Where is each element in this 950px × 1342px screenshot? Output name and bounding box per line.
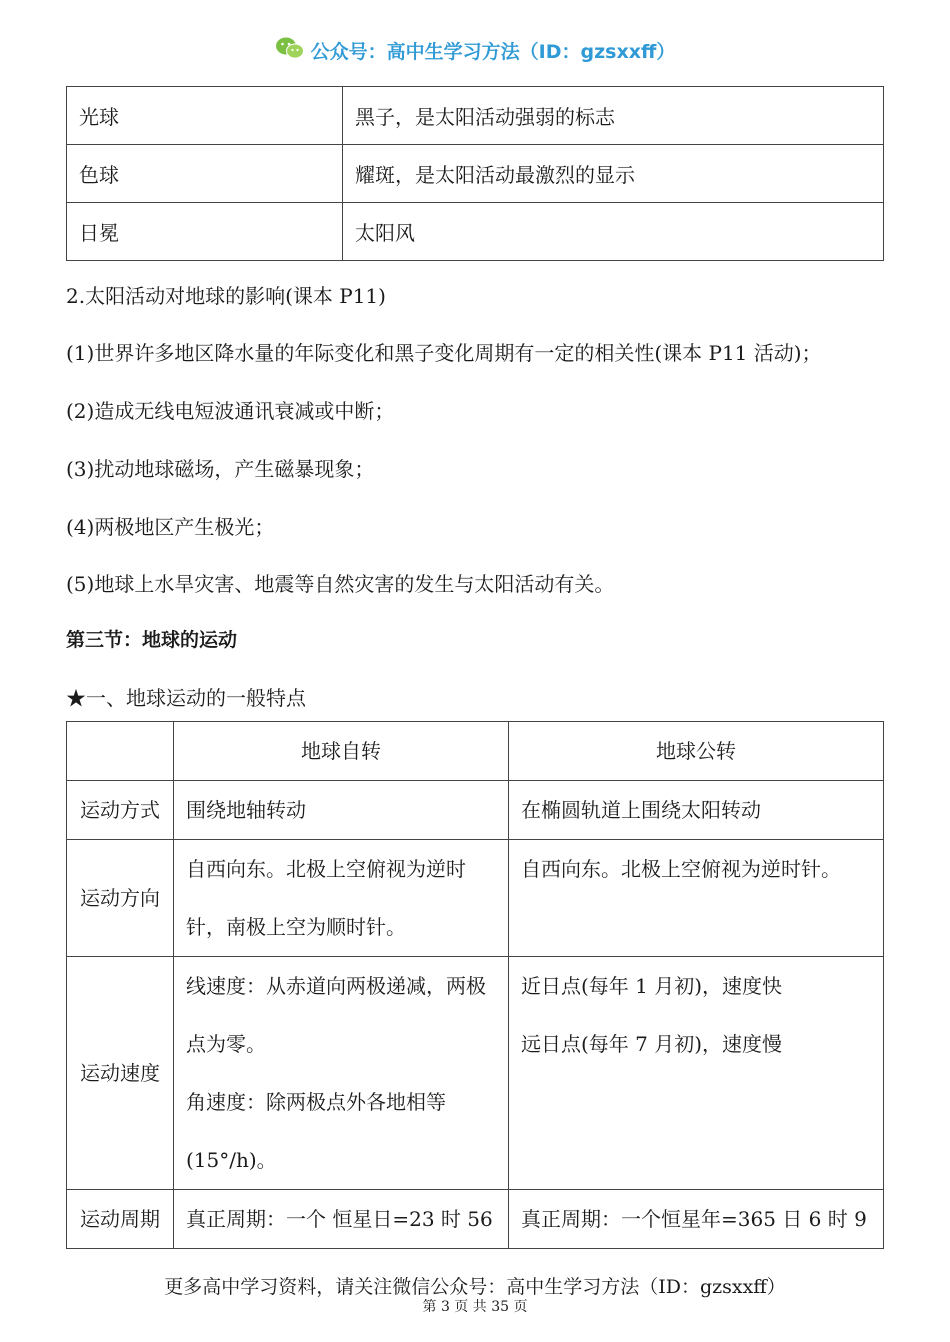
wechat-icon xyxy=(275,36,305,65)
page-number: 第 3 页 共 35 页 xyxy=(422,1299,528,1315)
cell-line: 近日点(每年 1 月初)，速度快 xyxy=(521,974,783,998)
table-row xyxy=(67,203,884,261)
section-3-title: 第三节：地球的运动 xyxy=(66,629,238,651)
section-2-title: 2.太阳活动对地球的影响(课本 P11) xyxy=(66,284,386,308)
table-cell: 太阳风 xyxy=(343,203,884,261)
table-cell: 耀斑，是太阳活动最激烈的显示 xyxy=(343,145,884,203)
table-row xyxy=(67,957,884,1190)
table-row xyxy=(67,840,884,957)
cell-line: 远日点(每年 7 月初)，速度慢 xyxy=(521,1032,783,1056)
table-cell: 真正周期：一个 恒星日=23 时 56 xyxy=(174,1190,509,1249)
section-3-subtitle: ★一、地球运动的一般特点 xyxy=(66,686,306,710)
table-row xyxy=(67,781,884,840)
row-label: 运动速度 xyxy=(67,957,174,1190)
table-header-cell: 地球公转 xyxy=(509,722,884,781)
row-label: 运动方式 xyxy=(67,781,174,840)
cell-line: 角速度：除两极点外各地相等(15°/h)。 xyxy=(186,1090,446,1172)
table-header-cell: 地球自转 xyxy=(174,722,509,781)
table-cell: 色球 xyxy=(67,145,343,203)
list-item: (4)两极地区产生极光； xyxy=(66,515,275,539)
page-footer: 更多高中学习资料，请关注微信公众号：高中生学习方法（ID：gzsxxff） xyxy=(164,1276,786,1298)
header-text: 公众号：高中生学习方法（ID：gzsxxff） xyxy=(310,41,676,63)
list-item: (2)造成无线电短波通讯衰减或中断； xyxy=(66,399,395,423)
row-label: 运动方向 xyxy=(67,840,174,957)
table-cell: 光球 xyxy=(67,87,343,145)
table-cell: 黑子，是太阳活动强弱的标志 xyxy=(343,87,884,145)
earth-motion-table xyxy=(66,721,884,1249)
table-header-row xyxy=(67,722,884,781)
table-cell: 自西向东。北极上空俯视为逆时针，南极上空为顺时针。 xyxy=(174,840,509,957)
list-item: (5)地球上水旱灾害、地震等自然灾害的发生与太阳活动有关。 xyxy=(66,572,615,596)
sun-layers-table xyxy=(66,86,884,261)
table-cell: 在椭圆轨道上围绕太阳转动 xyxy=(509,781,884,840)
table-cell: 围绕地轴转动 xyxy=(174,781,509,840)
table-cell xyxy=(174,957,509,1190)
table-header-cell xyxy=(67,722,174,781)
list-item: (1)世界许多地区降水量的年际变化和黑子变化周期有一定的相关性(课本 P11 活动)； xyxy=(66,341,822,365)
table-cell: 日冕 xyxy=(67,203,343,261)
table-row xyxy=(67,145,884,203)
row-label: 运动周期 xyxy=(67,1190,174,1249)
table-cell xyxy=(509,957,884,1190)
table-row xyxy=(67,87,884,145)
list-item: (3)扰动地球磁场，产生磁暴现象； xyxy=(66,457,375,481)
page-header xyxy=(0,36,950,65)
table-cell: 真正周期：一个恒星年=365 日 6 时 9 xyxy=(509,1190,884,1249)
table-cell: 自西向东。北极上空俯视为逆时针。 xyxy=(509,840,884,957)
cell-line: 线速度：从赤道向两极递减，两极点为零。 xyxy=(186,974,486,1056)
table-row xyxy=(67,1190,884,1249)
